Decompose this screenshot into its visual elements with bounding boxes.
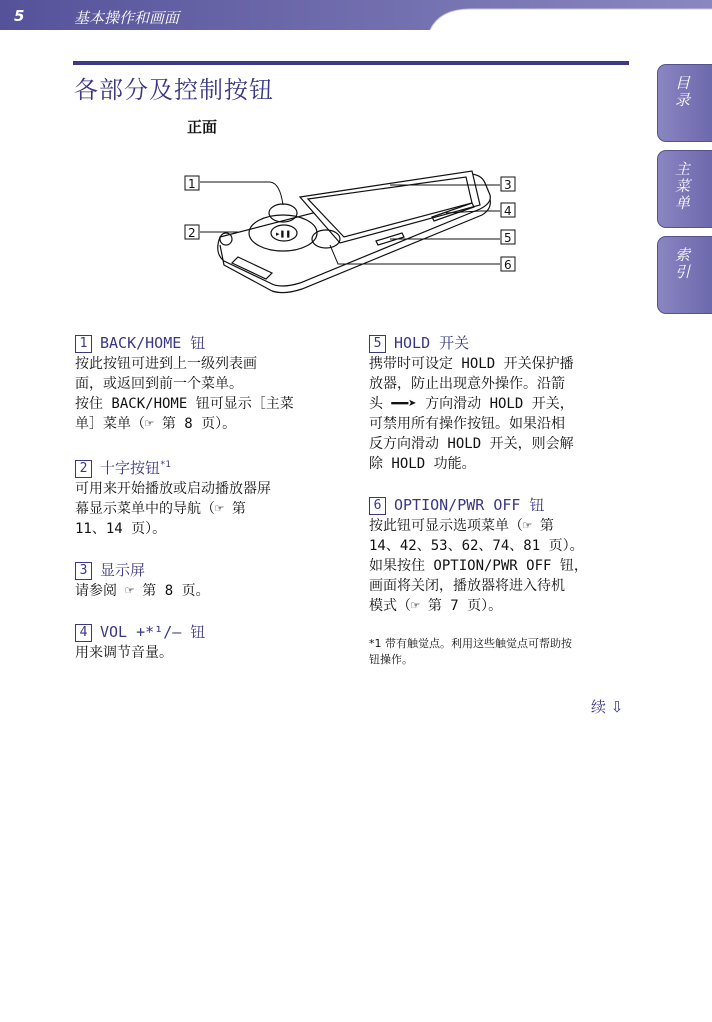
callout-3: 3 [504, 178, 512, 192]
page-number: 5 [14, 7, 25, 25]
item-heading: HOLD 开关 [394, 334, 470, 352]
item-number: 4 [75, 624, 92, 642]
title-rule [73, 61, 629, 65]
tab-contents-label: 目录 [673, 75, 691, 109]
item-heading: 十字按钮 [100, 459, 161, 477]
item-back-home [75, 332, 331, 434]
item-hold [369, 332, 619, 474]
tab-index-label: 索引 [673, 247, 691, 281]
item-number: 6 [369, 497, 386, 515]
item-body: 按此按钮可进到上一级列表画 面，或返回到前一个菜单。 按住 BACK/HOME 钮可显示［主菜 单］菜单（☞ 第 8 页）。 [75, 356, 294, 432]
callout-1: 1 [188, 177, 196, 191]
callout-5: 5 [504, 231, 512, 245]
tab-index[interactable] [657, 236, 712, 314]
item-heading: 显示屏 [100, 561, 146, 579]
footnote: *1 带有触觉点。利用这些触觉点可帮助按 钮操作。 [369, 637, 572, 666]
tab-main-menu[interactable] [657, 150, 712, 228]
tab-contents[interactable] [657, 64, 712, 142]
item-number: 2 [75, 460, 92, 478]
callout-2: 2 [188, 226, 196, 240]
page-title: 各部分及控制按钮 [74, 76, 274, 104]
item-body: 可用来开始播放或启动播放器屏 幕显示菜单中的导航（☞ 第 11、14 页）。 [75, 481, 271, 537]
item-number: 1 [75, 335, 92, 353]
item-body: 用来调节音量。 [75, 645, 173, 661]
section-name: 基本操作和画面 [74, 9, 180, 27]
screen-outline [300, 171, 480, 243]
callout-4: 4 [504, 204, 512, 218]
right-column [369, 332, 619, 668]
item-number: 5 [369, 335, 386, 353]
item-cross-key [75, 454, 331, 539]
device-diagram [180, 165, 525, 295]
continued-link[interactable]: 续 ⇩ [591, 698, 624, 716]
item-heading: BACK/HOME 钮 [100, 334, 206, 352]
item-body: 携带时可设定 HOLD 开关保护播 放器，防止出现意外操作。沿箭 头 ━━➤ 方向滑动 HOLD 开关， 可禁用所有操作按钮。如果沿相 反方向滑动 HOLD 开关，则会解 除 HOLD 功能。 [369, 356, 574, 472]
svg-text:▸❚❚: ▸❚❚ [276, 230, 292, 238]
front-label: 正面 [187, 118, 218, 136]
item-display [75, 559, 331, 601]
item-body: 按此钮可显示选项菜单（☞ 第 14、42、53、62、74、81 页）。 如果按住 OPTION/PWR OFF 钮， 画面将关闭，播放器将进入待机 模式（☞ 第 7 页）。 [369, 518, 588, 614]
item-option-pwr-off [369, 494, 619, 616]
page-header [0, 0, 712, 30]
left-column [75, 332, 331, 683]
item-heading: VOL +*¹/– 钮 [100, 623, 206, 641]
back-home-button [269, 204, 297, 222]
item-heading: OPTION/PWR OFF 钮 [394, 496, 545, 514]
heading-footnote-mark: *1 [160, 460, 171, 470]
item-body: 请参阅 ☞ 第 8 页。 [75, 583, 210, 599]
tab-main-menu-label: 主菜单 [673, 161, 691, 212]
callout-6: 6 [504, 258, 512, 272]
item-volume [75, 621, 331, 663]
item-number: 3 [75, 562, 92, 580]
